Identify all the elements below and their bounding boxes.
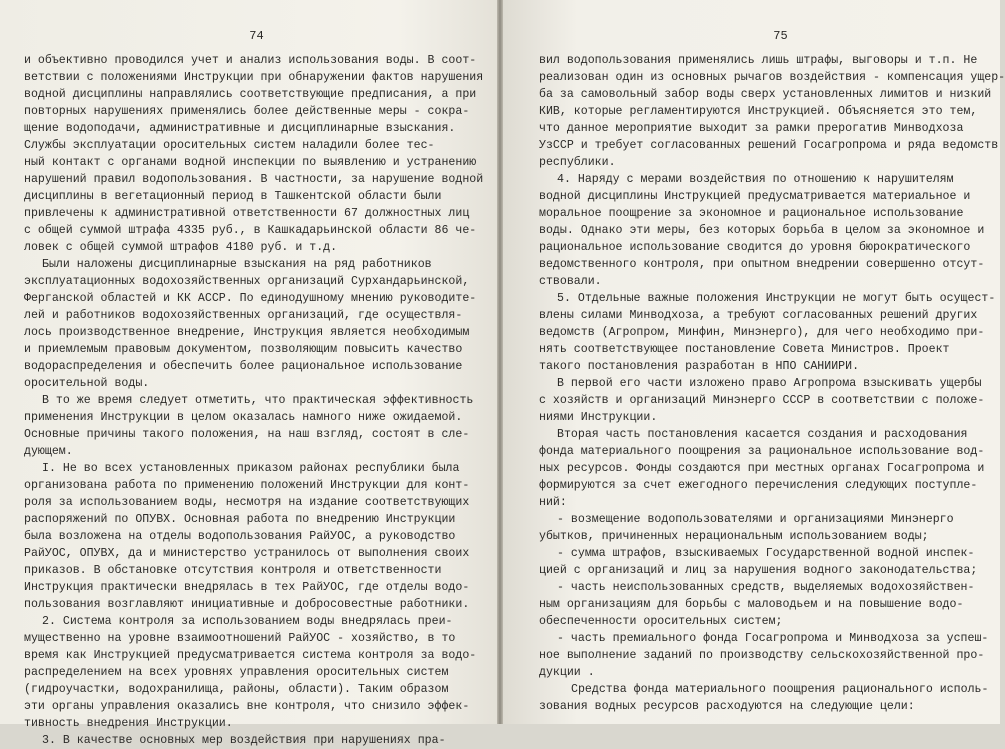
text-line: водораспределения и обеспечить более рациональное использование xyxy=(24,360,463,373)
text-line: нарушений правил водопользования. В частности, за нарушение водной xyxy=(24,173,484,186)
text-line: ветствии с положениями Инструкции при обнаружении фактов нарушения xyxy=(24,71,484,84)
page-text xyxy=(539,52,1005,715)
text-line: тивность внедрения Инструкции. xyxy=(24,717,233,730)
text-line: рациональное использование сводится до уровня бюрократического xyxy=(539,241,971,254)
text-line: эти органы управления оказались вне контроля, что снизило эффек- xyxy=(24,700,470,713)
text-line: обеспеченности оросительных систем; xyxy=(539,615,783,628)
text-line: фонда материального поощрения за рациональное использование вод- xyxy=(539,445,985,458)
right-page xyxy=(503,0,1005,724)
text-line: ний: xyxy=(539,496,567,509)
text-line: 3. В качестве основных мер воздействия при нарушениях пра- xyxy=(42,734,446,747)
text-line: привлечены к административной ответственности 67 должностных лиц xyxy=(24,207,470,220)
text-line: и приемлемым правовым документом, позволяющим повысить качество xyxy=(24,343,463,356)
page-number: 74 xyxy=(249,29,264,43)
text-line: УзССР и требует согласованных решений Госагропрома и ряда ведомств xyxy=(539,139,999,152)
text-line: приказов. В обстановке отсутствия контроля и ответственности xyxy=(24,564,442,577)
text-line: республики. xyxy=(539,156,616,169)
text-line: применения Инструкции в целом оказалась намного ниже ожидаемой. xyxy=(24,411,463,424)
text-line: ба за самовольный забор воды сверх установленных лимитов и низкий xyxy=(539,88,992,101)
text-line: моральное поощрение за экономное и рациональное использование xyxy=(539,207,964,220)
text-line: ведомственного контроля, при опытном внедрении совершенно отсут- xyxy=(539,258,985,271)
text-line: дисциплины в вегетационный период в Ташкентской области были xyxy=(24,190,442,203)
text-line: водной дисциплины Инструкцией предусматривается материальное и xyxy=(539,190,971,203)
text-line: воды. Однако эти меры, без которых борьба в целом за экономное и xyxy=(539,224,985,237)
text-line: ное выполнение заданий по производству сельскохозяйственной про- xyxy=(539,649,985,662)
text-line: ный контакт с органами водной инспекции по выявлению и устранению xyxy=(24,156,477,169)
text-line: дукции . xyxy=(539,666,595,679)
text-line: 2. Система контроля за использованием воды внедрялась преи- xyxy=(42,615,453,628)
text-line: лось производственное внедрение, Инструкция является необходимым xyxy=(24,326,470,339)
text-line: ных ресурсов. Фонды создаются при местных органах Госагропрома и xyxy=(539,462,985,475)
text-line: пользования возглавляют инициативные и добросовестные работники. xyxy=(24,598,470,611)
text-line: вил водопользования применялись лишь штрафы, выговоры и т.п. Не xyxy=(539,54,978,67)
text-line: - часть премиального фонда Госагропрома и Минводхоза за успеш- xyxy=(557,632,989,645)
text-line: оросительной воды. xyxy=(24,377,150,390)
text-line: Средства фонда материального поощрения рационального исполь- xyxy=(571,683,989,696)
text-line: эксплуатационных водохозяйственных организаций Сурхандарьинской, xyxy=(24,275,470,288)
text-line: Вторая часть постановления касается создания и расходования xyxy=(557,428,968,441)
text-line: Были наложены дисциплинарные взыскания на ряд работников xyxy=(42,258,432,271)
text-line: лей и работников водохозяйственных организаций, где осуществля- xyxy=(24,309,463,322)
text-line: - сумма штрафов, взыскиваемых Государственной водной инспек- xyxy=(557,547,975,560)
left-page xyxy=(0,0,497,747)
text-line: В первой его части изложено право Агропрома взыскивать ущербы xyxy=(557,377,982,390)
text-line: ловек с общей суммой штрафов 4180 руб. и т.д. xyxy=(24,241,338,254)
text-line: что данное мероприятие выходит за рамки прерогатив Минводхоза xyxy=(539,122,964,135)
text-line: нять соответствующее постановление Совета Министров. Проект xyxy=(539,343,950,356)
text-line: с хозяйств и организаций Минэнерго СССР в соответствии с положе- xyxy=(539,394,985,407)
text-line: была возложена на отделы водопользования РайУОС, а руководство xyxy=(24,530,456,543)
text-line: Службы эксплуатации оросительных систем наладили более тес- xyxy=(24,139,435,152)
page-text xyxy=(24,52,484,749)
text-line: роля за использованием воды, несмотря на издание соответствующих xyxy=(24,496,470,509)
text-line: мущественно на уровне взаимоотношений РайУОС - хозяйство, в то xyxy=(24,632,456,645)
text-line: 4. Наряду с мерами воздействия по отношению к нарушителям xyxy=(557,173,954,186)
text-line: цией с организаций и лиц за нарушения водного законодательства; xyxy=(539,564,978,577)
text-line: ствовали. xyxy=(539,275,602,288)
text-line: - часть неиспользованных средств, выделяемых водохозяйствен- xyxy=(557,581,975,594)
text-line: повторных нарушениях применялись более действенные меры - сокра- xyxy=(24,105,470,118)
text-line: ным организациям для борьбы с маловодьем и на повышение водо- xyxy=(539,598,964,611)
text-line: влены силами Минводхоза, а требуют согласованных решений других xyxy=(539,309,978,322)
text-line: Ферганской областей и КК АССР. По единодушному мнению руководите- xyxy=(24,292,477,305)
text-line: - возмещение водопользователями и организациями Минэнерго xyxy=(557,513,954,526)
text-line: водной дисциплины направлялись соответствующие предписания, а при xyxy=(24,88,477,101)
text-line: реализован один из основных рычагов воздействия - компенсация ущер- xyxy=(539,71,1005,84)
text-line: дующем. xyxy=(24,445,73,458)
text-line: время как Инструкцией предусматривается система контроля за водо- xyxy=(24,649,477,662)
text-line: КИВ, которые регламентируются Инструкцией. Объясняется это тем, xyxy=(539,105,978,118)
text-line: такого постановления разработан в НПО САНИИРИ. xyxy=(539,360,860,373)
text-line: зования водных ресурсов расходуются на следующие цели: xyxy=(539,700,915,713)
text-line: (гидроучастки, водохранилища, районы, области). Таким образом xyxy=(24,683,449,696)
text-line: РайУОС, ОПУВХ, да и министерство устранилось от выполнения своих xyxy=(24,547,470,560)
text-line: ниями Инструкции. xyxy=(539,411,658,424)
text-line: и объективно проводился учет и анализ использования воды. В соот- xyxy=(24,54,477,67)
text-line: с общей суммой штрафа 4335 руб., в Кашкадарьинской области 86 че- xyxy=(24,224,477,237)
text-line: щение водоподачи, административные и дисциплинарные взыскания. xyxy=(24,122,456,135)
text-line: Основные причины такого положения, на наш взгляд, состоят в сле- xyxy=(24,428,470,441)
text-line: формируются за счет ежегодного перечисления следующих поступле- xyxy=(539,479,978,492)
text-line: I. Не во всех установленных приказом районах республики была xyxy=(42,462,460,475)
text-line: Инструкция практически внедрялась в тех РайУОС, где отделы водо- xyxy=(24,581,470,594)
text-line: убытков, причиненных нерациональным использованием воды; xyxy=(539,530,929,543)
text-line: организована работа по применению положений Инструкции для конт- xyxy=(24,479,470,492)
text-line: ведомств (Агропром, Минфин, Минэнерго), для чего необходимо при- xyxy=(539,326,985,339)
text-line: распределением на всех уровнях управления оросительных систем xyxy=(24,666,449,679)
text-line: 5. Отдельные важные положения Инструкции не могут быть осущест- xyxy=(557,292,996,305)
text-line: распоряжений по ОПУВХ. Основная работа по внедрению Инструкции xyxy=(24,513,456,526)
page-number: 75 xyxy=(773,29,788,43)
text-line: В то же время следует отметить, что практическая эффективность xyxy=(42,394,474,407)
